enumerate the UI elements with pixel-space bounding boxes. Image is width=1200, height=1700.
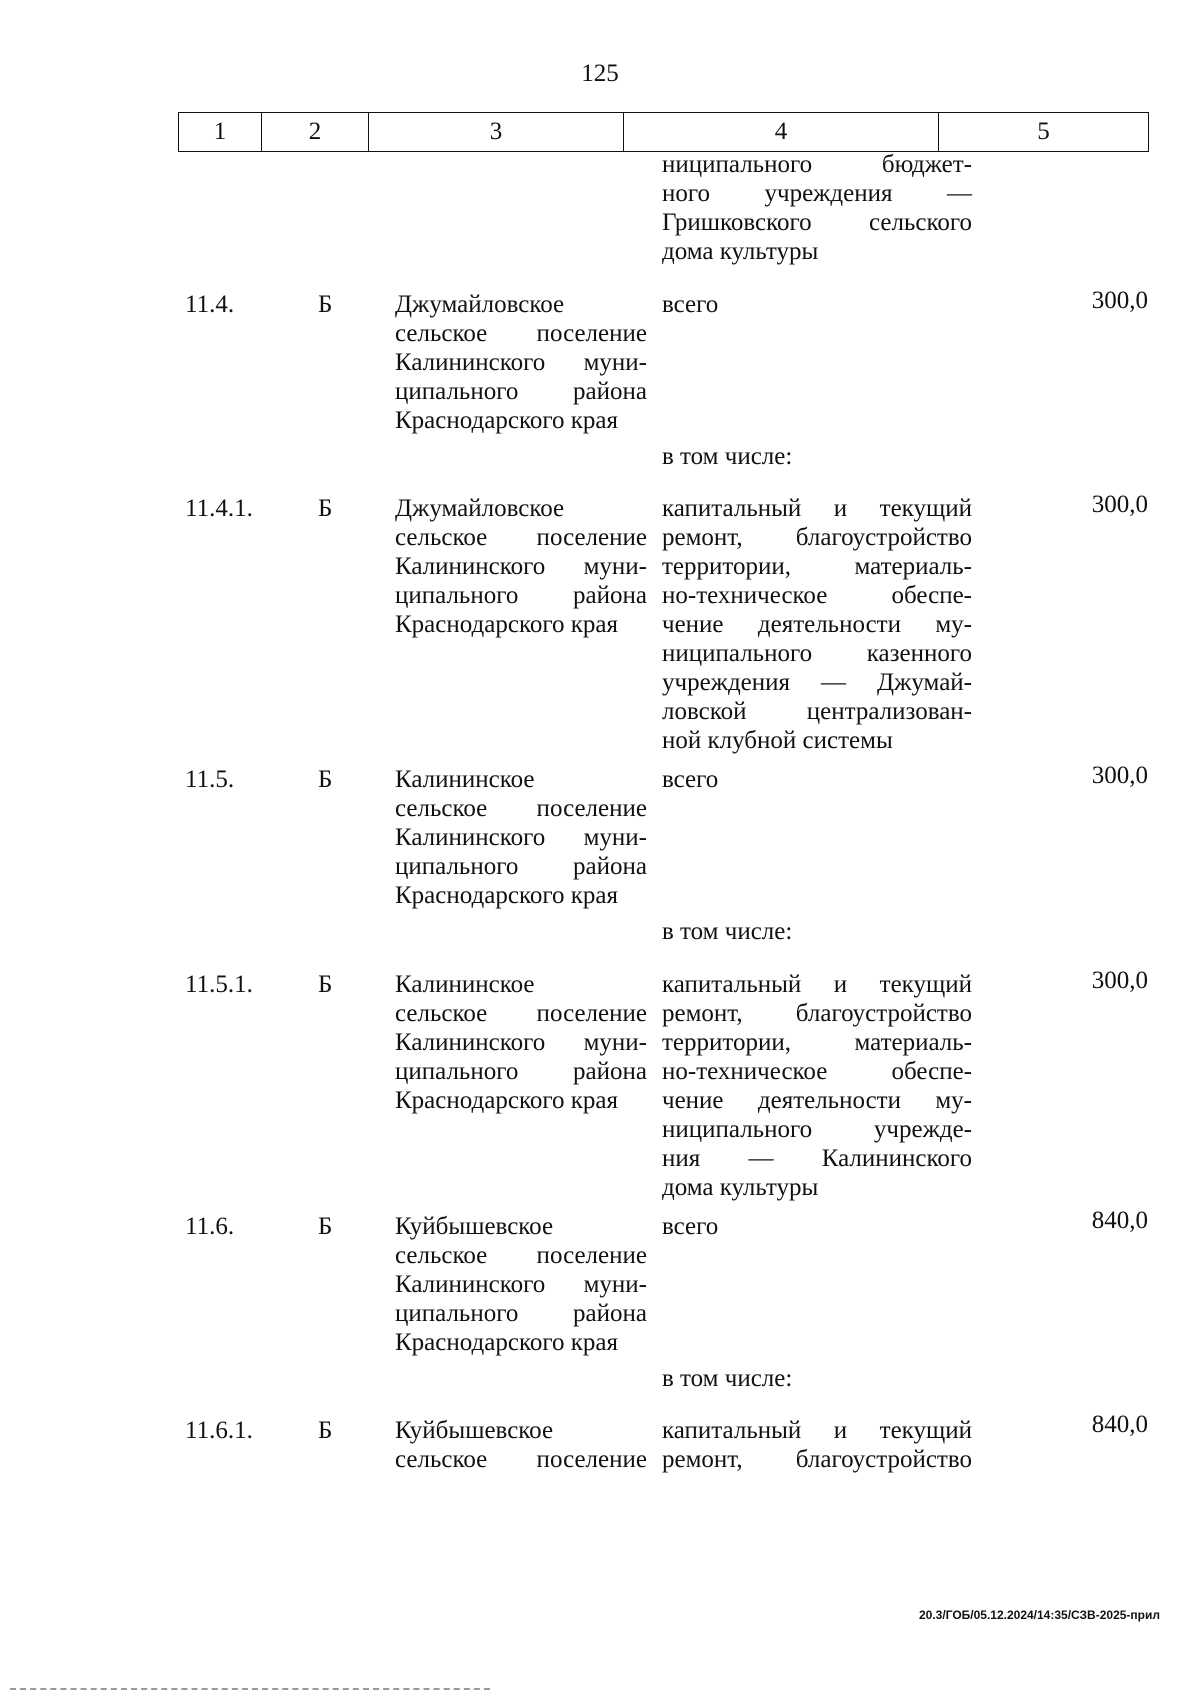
text-line: ния — Калининского <box>662 1145 972 1172</box>
row-category: Б <box>318 971 333 998</box>
row-description <box>662 290 972 319</box>
text-line: ловской централизован- <box>662 698 972 725</box>
text-line: ремонт, благоустройство <box>662 1446 972 1473</box>
text-line: сельское поселение <box>395 524 647 551</box>
text-line: Куйбышевское <box>395 1213 554 1240</box>
row-category: Б <box>318 1417 333 1444</box>
row-amount: 840,0 <box>1091 1411 1148 1438</box>
text-line: Калининского муни- <box>395 1029 647 1056</box>
text-line: Калининского муни- <box>395 824 647 851</box>
text-line: Джумайловское <box>395 291 565 318</box>
row-description <box>662 970 972 1202</box>
text-line: ципального района <box>395 853 647 880</box>
text-line: капитальный и текущий <box>662 1417 972 1444</box>
row-category: Б <box>318 291 333 318</box>
row-name <box>395 494 647 639</box>
text-line: ного учреждения — <box>662 180 972 207</box>
row-description <box>662 765 972 794</box>
row-amount: 840,0 <box>1091 1207 1148 1234</box>
row-number: 11.6.1. <box>185 1417 253 1444</box>
text-line: всего <box>662 1213 719 1240</box>
text-line: Калининского муни- <box>395 553 647 580</box>
text-line: сельское поселение <box>395 795 647 822</box>
row-number: 11.4. <box>185 291 235 318</box>
text-line: Калининского муни- <box>395 349 647 376</box>
text-line: ципального района <box>395 1058 647 1085</box>
text-line: ципального района <box>395 1300 647 1327</box>
text-line: ной клубной системы <box>662 727 893 754</box>
header-col-5: 5 <box>939 113 1149 152</box>
row-name <box>395 1416 647 1474</box>
text-line: ципального района <box>395 582 647 609</box>
text-line: чение деятельности му- <box>662 1087 972 1114</box>
text-line: капитальный и текущий <box>662 971 972 998</box>
text-line: всего <box>662 291 719 318</box>
row-amount: 300,0 <box>1091 491 1148 518</box>
row-number: 11.4.1. <box>185 495 253 522</box>
page-number: 125 <box>581 60 619 87</box>
row-name <box>395 290 647 435</box>
subtotal-label: в том числе: <box>662 443 793 470</box>
text-line: чение деятельности му- <box>662 611 972 638</box>
text-line: территории, материаль- <box>662 553 972 580</box>
header-col-3: 3 <box>369 113 624 152</box>
text-line: сельское поселение <box>395 1000 647 1027</box>
text-line: сельское поселение <box>395 1446 647 1473</box>
scan-edge-rule <box>10 1688 490 1690</box>
text-line: учреждения — Джумай- <box>662 669 972 696</box>
text-line: Калининское <box>395 766 535 793</box>
text-line: но-техническое обеспе- <box>662 582 972 609</box>
text-line: сельское поселение <box>395 320 647 347</box>
text-line: сельское поселение <box>395 1242 647 1269</box>
row-category: Б <box>318 495 333 522</box>
row-number: 11.5.1. <box>185 971 253 998</box>
row-name <box>395 970 647 1115</box>
row-amount: 300,0 <box>1091 967 1148 994</box>
text-line: ниципального учрежде- <box>662 1116 972 1143</box>
row-name <box>395 765 647 910</box>
text-line: дома культуры <box>662 1174 819 1201</box>
row-number: 11.6. <box>185 1213 235 1240</box>
text-line: Калининского муни- <box>395 1271 647 1298</box>
row-category: Б <box>318 1213 333 1240</box>
row-description <box>662 1212 972 1241</box>
text-line: Куйбышевское <box>395 1417 554 1444</box>
document-footer-code: 20.3/ГОБ/05.12.2024/14:35/СЗВ-2025-прил <box>918 1608 1160 1622</box>
text-line: ниципального бюджет- <box>662 151 972 178</box>
row-amount: 300,0 <box>1091 287 1148 314</box>
header-col-2: 2 <box>262 113 369 152</box>
text-line: капитальный и текущий <box>662 495 972 522</box>
text-line: Краснодарского края <box>395 1329 618 1356</box>
text-line: ниципального казенного <box>662 640 972 667</box>
text-line: всего <box>662 766 719 793</box>
text-line: Краснодарского края <box>395 1087 618 1114</box>
text-line: Краснодарского края <box>395 882 618 909</box>
row-number: 11.5. <box>185 766 235 793</box>
text-line: ремонт, благоустройство <box>662 1000 972 1027</box>
row-name <box>395 1212 647 1357</box>
subtotal-label: в том числе: <box>662 1365 793 1392</box>
table-header <box>178 112 1149 152</box>
text-line: дома культуры <box>662 238 819 265</box>
row-description <box>662 1416 972 1474</box>
text-line: но-техническое обеспе- <box>662 1058 972 1085</box>
text-line: Краснодарского края <box>395 611 618 638</box>
row-amount: 300,0 <box>1091 762 1148 789</box>
continuation-text <box>662 150 972 266</box>
subtotal-label: в том числе: <box>662 918 793 945</box>
header-col-1: 1 <box>179 113 262 152</box>
text-line: территории, материаль- <box>662 1029 972 1056</box>
text-line: Калининское <box>395 971 535 998</box>
text-line: Краснодарского края <box>395 407 618 434</box>
header-col-4: 4 <box>624 113 939 152</box>
text-line: ципального района <box>395 378 647 405</box>
text-line: Джумайловское <box>395 495 565 522</box>
text-line: Гришковского сельского <box>662 209 972 236</box>
text-line: ремонт, благоустройство <box>662 524 972 551</box>
row-category: Б <box>318 766 333 793</box>
row-description <box>662 494 972 755</box>
